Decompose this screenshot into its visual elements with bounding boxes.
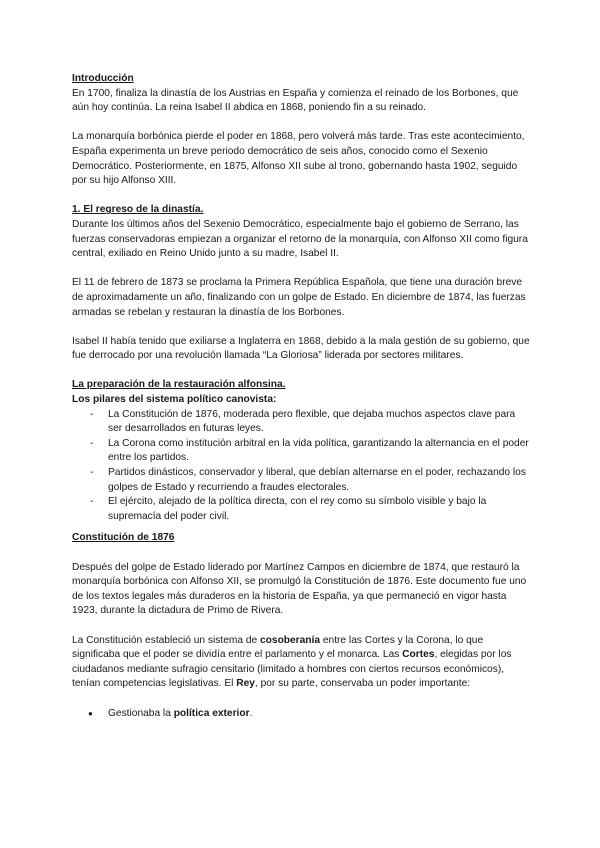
list-item: - El ejército, alejado de la política directa, con el rey como su símbolo visible y bajo la supremacía del poder civil. — [90, 496, 487, 522]
constitution-heading: Constitución de 1876 — [72, 532, 175, 544]
section1-paragraph-1: Durante los últimos años del Sexenio Democrático, especialmente bajo el gobierno de Serrano, las fuerzas conservadoras empiezan a organizar el retorno de la monarquía, con Alfonso XII como figura central, exiliado en Reino Unido junto a su madre, Isabel II. — [72, 218, 528, 260]
powers-list — [72, 707, 530, 722]
preparation-heading: La preparación de la restauración alfonsina. — [72, 379, 286, 391]
constitution-paragraph-1: Después del golpe de Estado liderado por Martínez Campos en diciembre de 1874, que restauró la monarquía borbónica con Alfonso XII, se promulgó la Constitución de 1876. Este documento fue uno de los textos legales más duraderos en la historia de España, ya que permaneció en vigor hasta 1923, durante la dictadura de Primo de Rivera. — [72, 561, 527, 617]
section1-paragraph-3: Isabel II había tenido que exiliarse a Inglaterra en 1868, debido a la mala gestión de su gobierno, que fue derrocado por una revolución llamada “La Gloriosa” liderada por sectores militares. — [72, 335, 530, 362]
list-item: - La Constitución de 1876, moderada pero flexible, que dejaba muchos aspectos clave para ser desarrollados en futuras leyes. — [90, 408, 516, 435]
pillars-list — [72, 408, 530, 525]
section1-heading: 1. El regreso de la dinastía. — [72, 204, 204, 216]
intro-heading: Introducción — [72, 73, 134, 84]
bullet-icon: ● — [88, 708, 93, 718]
intro-paragraph-1: En 1700, finaliza la dinastía de los Austrias en España y comienza el reinado de los Borbones, que aún hoy continúa. La reina Isabel II abdica en 1868, poniendo fin a su reinado. — [72, 87, 519, 114]
section1-paragraph-2: El 11 de febrero de 1873 se proclama la Primera República Española, que tiene una duración breve de aproximadamente un año, finalizando con un golpe de Estado. En diciembre de 1874, las fuerzas armadas se rebelan y restauran la dinastía de los Borbones. — [72, 277, 526, 318]
preparation-subheading: Los pilares del sistema político canovista: — [72, 394, 277, 406]
list-item: - Partidos dinásticos, conservador y liberal, que debían alternarse en el poder, rechazando los golpes de Estado y recurriendo a fraudes electorales. — [90, 467, 526, 493]
intro-paragraph-2: La monarquía borbónica pierde el poder en 1868, pero volverá más tarde. Tras este acontecimiento, España experimenta un breve periodo democrático de seis años, conocido como el Sexenio Democrático. Posteriormente, en 1875, Alfonso XII sube al trono, gobernando hasta 1902, seguido por su hijo Alfonso XIII. — [72, 131, 525, 187]
list-item: ● Gestionaba la política exterior. — [72, 707, 530, 722]
list-item: - La Corona como institución arbitral en la vida política, garantizando la alternancia en el poder entre los partidos. — [90, 437, 529, 464]
constitution-paragraph-2: La Constitución estableció un sistema de cosoberanía entre las Cortes y la Corona, lo que significaba que el poder se dividía entre el parlamento y el monarca. Las Cortes, elegidas por los ciudadanos mediante sufragio censitario (limitado a hombres con ciertos recursos económicos), tenían competencias legislativas. El Rey, por su parte, conservaba un poder importante: — [72, 634, 512, 690]
document-page — [72, 72, 530, 721]
